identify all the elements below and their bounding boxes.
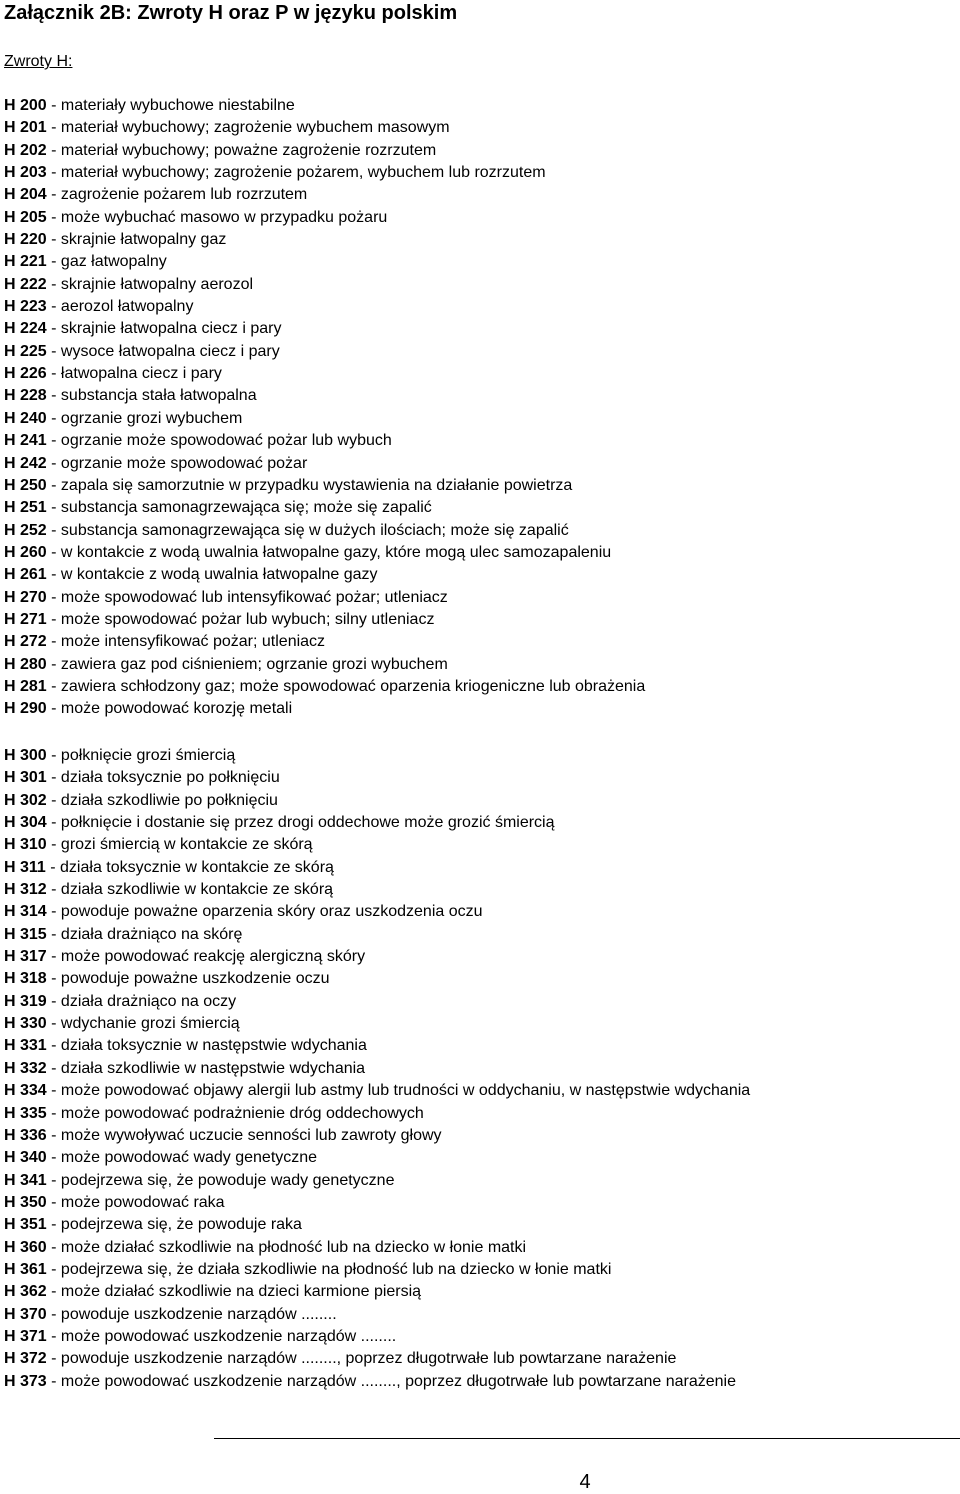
hazard-statement [4,901,750,923]
hazard-code: H 280 [4,655,47,673]
hazard-description: - może wywoływać uczucie senności lub zawroty głowy [46,1126,442,1144]
hazard-statement [4,857,750,879]
hazard-description: - działa toksycznie w kontakcie ze skórą [45,858,334,876]
hazard-code: H 319 [4,992,47,1010]
hazard-description: - może powodować podrażnienie dróg oddechowych [46,1104,424,1122]
hazard-code: H 334 [4,1082,47,1100]
hazard-description: - materiał wybuchowy; poważne zagrożenie rozrzutem [46,141,437,159]
hazard-statement [4,1281,750,1303]
hazard-statement [4,879,750,901]
hazard-code: H 331 [4,1037,47,1055]
hazard-statement [4,1371,750,1393]
hazard-code: H 271 [4,610,47,628]
hazard-statement [4,274,645,296]
hazard-statement [4,341,645,363]
hazard-statement [4,587,645,609]
hazard-statement [4,1103,750,1125]
hazard-description: - ogrzanie może spowodować pożar lub wybuch [46,432,392,450]
hazard-statement [4,1237,750,1259]
hazard-description: - może intensyfikować pożar; utleniacz [46,633,326,651]
hazard-description: - może powodować reakcję alergiczną skóry [46,948,366,966]
hazard-code: H 290 [4,700,47,718]
hazard-statement [4,430,645,452]
hazard-statement [4,1125,750,1147]
hazard-description: - powoduje uszkodzenie narządów ........ [46,1305,337,1323]
hazard-description: - podejrzewa się, że powoduje raka [46,1216,302,1234]
hazard-code: H 304 [4,814,47,832]
hazard-description: - zawiera gaz pod ciśnieniem; ogrzanie grozi wybuchem [46,655,448,673]
hazard-description: - może powodować korozję metali [46,700,293,718]
hazard-description: - może wybuchać masowo w przypadku pożaru [46,208,388,226]
hazard-code: H 361 [4,1260,47,1278]
footer-divider [214,1438,960,1439]
hazard-statement [4,609,645,631]
hazard-description: - gaz łatwopalny [46,253,167,271]
hazard-description: - działa szkodliwie w kontakcie ze skórą [46,881,334,899]
hazard-code: H 260 [4,543,47,561]
hazard-code: H 228 [4,387,47,405]
hazard-statement [4,296,645,318]
hazard-code: H 311 [4,858,46,876]
hazard-statement [4,408,645,430]
hazard-statement [4,654,645,676]
hazard-code: H 302 [4,791,47,809]
hazard-code: H 373 [4,1372,47,1390]
hazard-description: - powoduje uszkodzenie narządów ........, poprzez długotrwałe lub powtarzane narażenie [46,1350,677,1368]
hazard-statement [4,207,645,229]
page-title: Załącznik 2B: Zwroty H oraz P w języku polskim [4,2,458,24]
hazard-code: H 350 [4,1193,47,1211]
hazard-statement [4,385,645,407]
hazard-code: H 362 [4,1283,47,1301]
hazard-statement [4,1326,750,1348]
hazard-description: - substancja stała łatwopalna [46,387,257,405]
hazard-statement [4,1192,750,1214]
hazard-description: - działa drażniąco na oczy [46,992,237,1010]
hazard-description: - ogrzanie grozi wybuchem [46,409,243,427]
hazard-statement [4,1304,750,1326]
hazard-description: - aerozol łatwopalny [46,298,194,316]
hazard-code: H 225 [4,342,47,360]
hazard-statement [4,1259,750,1281]
hazard-description: - skrajnie łatwopalna ciecz i pary [46,320,282,338]
hazard-list-2xx [4,95,645,721]
hazard-description: - skrajnie łatwopalny gaz [46,231,227,249]
section-heading: Zwroty H: [4,53,73,70]
hazard-code: H 330 [4,1015,47,1033]
hazard-statement [4,229,645,251]
hazard-description: - może powodować uszkodzenie narządów ........ [46,1327,397,1345]
hazard-code: H 341 [4,1171,47,1189]
hazard-code: H 252 [4,521,47,539]
hazard-description: - może działać szkodliwie na płodność lub na dziecko w łonie matki [46,1238,527,1256]
hazard-description: - skrajnie łatwopalny aerozol [46,275,254,293]
hazard-description: - wysoce łatwopalna ciecz i pary [46,342,280,360]
hazard-statement [4,475,645,497]
hazard-code: H 310 [4,836,47,854]
hazard-code: H 242 [4,454,47,472]
hazard-code: H 318 [4,970,47,988]
hazard-description: - zapala się samorzutnie w przypadku wystawienia na działanie powietrza [46,476,573,494]
hazard-statement [4,946,750,968]
hazard-code: H 301 [4,769,47,787]
hazard-description: - substancja samonagrzewająca się w dużych ilościach; może się zapalić [46,521,569,539]
hazard-description: - powoduje poważne uszkodzenie oczu [46,970,330,988]
hazard-code: H 272 [4,633,47,651]
hazard-description: - podejrzewa się, że powoduje wady genetyczne [46,1171,395,1189]
hazard-statement [4,1013,750,1035]
hazard-statement [4,698,645,720]
hazard-code: H 340 [4,1149,47,1167]
hazard-code: H 222 [4,275,47,293]
hazard-code: H 261 [4,566,47,584]
hazard-description: - połknięcie i dostanie się przez drogi oddechowe może grozić śmiercią [46,814,555,832]
hazard-description: - ogrzanie może spowodować pożar [46,454,308,472]
hazard-statement [4,745,750,767]
hazard-description: - zagrożenie pożarem lub rozrzutem [46,186,308,204]
hazard-code: H 300 [4,747,47,764]
hazard-description: - materiały wybuchowe niestabilne [46,97,295,114]
hazard-statement [4,162,645,184]
hazard-code: H 251 [4,499,47,517]
hazard-statement [4,363,645,385]
hazard-description: - zawiera schłodzony gaz; może spowodować oparzenia kriogeniczne lub obrażenia [46,677,646,695]
hazard-code: H 335 [4,1104,47,1122]
hazard-statement [4,631,645,653]
hazard-code: H 223 [4,298,47,316]
hazard-statement [4,318,645,340]
hazard-code: H 332 [4,1059,47,1077]
hazard-statement [4,968,750,990]
hazard-code: H 317 [4,948,47,966]
hazard-statement [4,812,750,834]
hazard-statement [4,1348,750,1370]
hazard-code: H 314 [4,903,47,921]
hazard-description: - materiał wybuchowy; zagrożenie pożarem, wybuchem lub rozrzutem [46,164,546,182]
hazard-description: - może powodować uszkodzenie narządów ........, poprzez długotrwałe lub powtarzane narażenie [46,1372,736,1390]
page-number: 4 [579,1471,591,1493]
hazard-description: - może działać szkodliwie na dzieci karmione piersią [46,1283,422,1301]
hazard-description: - połknięcie grozi śmiercią [46,747,236,764]
hazard-code: H 371 [4,1327,47,1345]
hazard-description: - działa szkodliwie w następstwie wdychania [46,1059,366,1077]
hazard-code: H 370 [4,1305,47,1323]
hazard-statement [4,453,645,475]
hazard-description: - działa toksycznie po połknięciu [46,769,280,787]
hazard-statement [4,924,750,946]
hazard-statement [4,1147,750,1169]
hazard-code: H 203 [4,164,47,182]
hazard-statement [4,790,750,812]
hazard-statement [4,1080,750,1102]
hazard-description: - podejrzewa się, że działa szkodliwie na płodność lub na dziecko w łonie matki [46,1260,612,1278]
hazard-description: - może spowodować pożar lub wybuch; silny utleniacz [46,610,435,628]
hazard-statement [4,767,750,789]
hazard-statement [4,140,645,162]
hazard-statement [4,520,645,542]
hazard-description: - substancja samonagrzewająca się; może się zapalić [46,499,432,517]
hazard-code: H 351 [4,1216,47,1234]
hazard-code: H 241 [4,432,47,450]
hazard-code: H 202 [4,141,47,159]
hazard-description: - łatwopalna ciecz i pary [46,365,222,383]
hazard-code: H 220 [4,231,47,249]
hazard-statement [4,95,645,117]
hazard-code: H 200 [4,97,47,114]
hazard-code: H 201 [4,119,47,137]
hazard-statement [4,1170,750,1192]
hazard-code: H 224 [4,320,47,338]
hazard-code: H 312 [4,881,47,899]
hazard-code: H 240 [4,409,47,427]
hazard-code: H 221 [4,253,47,271]
hazard-description: - w kontakcie z wodą uwalnia łatwopalne gazy [46,566,378,584]
hazard-statement [4,1214,750,1236]
hazard-description: - grozi śmiercią w kontakcie ze skórą [46,836,313,854]
hazard-code: H 270 [4,588,47,606]
hazard-statement [4,834,750,856]
hazard-code: H 281 [4,677,47,695]
hazard-description: - działa toksycznie w następstwie wdychania [46,1037,367,1055]
hazard-code: H 226 [4,365,47,383]
hazard-description: - materiał wybuchowy; zagrożenie wybuchem masowym [46,119,450,137]
hazard-statement [4,676,645,698]
hazard-description: - działa drażniąco na skórę [46,925,243,943]
hazard-statement [4,1058,750,1080]
hazard-code: H 315 [4,925,47,943]
hazard-list-3xx [4,745,750,1393]
hazard-code: H 204 [4,186,47,204]
hazard-code: H 336 [4,1126,47,1144]
hazard-description: - może spowodować lub intensyfikować pożar; utleniacz [46,588,448,606]
hazard-description: - wdychanie grozi śmiercią [46,1015,240,1033]
hazard-statement [4,564,645,586]
hazard-description: - w kontakcie z wodą uwalnia łatwopalne gazy, które mogą ulec samozapaleniu [46,543,612,561]
hazard-code: H 205 [4,208,47,226]
hazard-statement [4,251,645,273]
hazard-code: H 360 [4,1238,47,1256]
hazard-statement [4,117,645,139]
hazard-description: - może powodować objawy alergii lub astmy lub trudności w oddychaniu, w następstwie wdychania [46,1082,751,1100]
hazard-description: - może powodować wady genetyczne [46,1149,318,1167]
hazard-statement [4,542,645,564]
hazard-code: H 250 [4,476,47,494]
hazard-description: - działa szkodliwie po połknięciu [46,791,278,809]
hazard-statement [4,184,645,206]
hazard-description: - może powodować raka [46,1193,225,1211]
hazard-description: - powoduje poważne oparzenia skóry oraz uszkodzenia oczu [46,903,483,921]
hazard-statement [4,497,645,519]
hazard-statement [4,991,750,1013]
hazard-code: H 372 [4,1350,47,1368]
hazard-statement [4,1035,750,1057]
